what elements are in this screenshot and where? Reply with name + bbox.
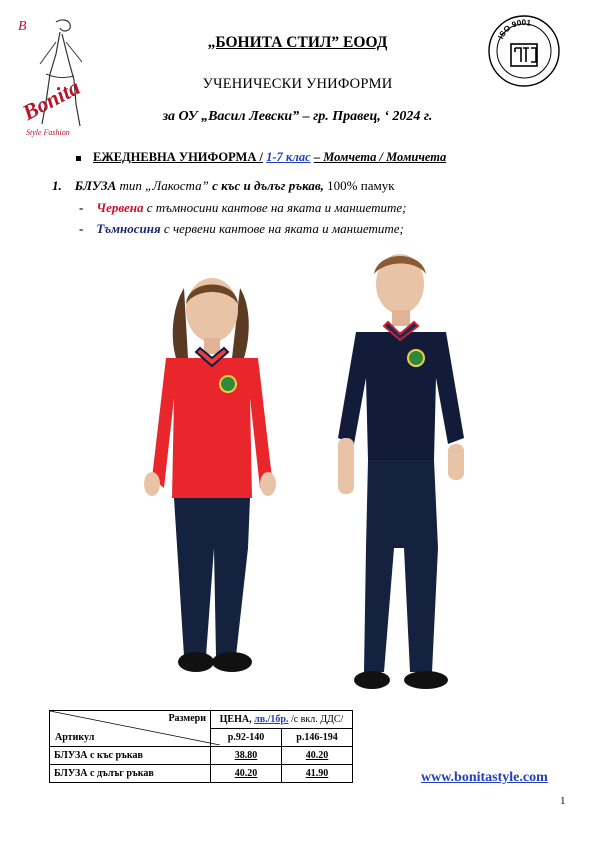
- price-cell: 38.80: [211, 747, 282, 765]
- category-gender: – Момчета / Момичета: [313, 150, 447, 164]
- iso-text: ISO 9001: [496, 17, 532, 41]
- header-sizes: Размери: [168, 713, 206, 724]
- table-corner-header: [50, 711, 211, 747]
- table-row: [50, 765, 353, 783]
- page-number: 1: [560, 795, 566, 807]
- row-name: БЛУЗА с дълъг ръкав: [50, 765, 211, 783]
- item-sleeves: с къс и дълъг ръкав,: [212, 178, 324, 193]
- size-col-header: р.146-194: [282, 729, 353, 747]
- variant-text: с тъмносини кантове на яката и маншетите;: [146, 200, 407, 215]
- item-type: тип „Лакоста”: [119, 178, 209, 193]
- price-header: ЦЕНА, лв./1бр. /с вкл. ДДС/: [211, 711, 353, 729]
- logo-tagline: Style Fashion: [26, 128, 70, 137]
- girl-figure: [144, 278, 276, 672]
- school-line: за ОУ „Васил Левски” – гр. Правец, ‘ 2024 г.: [162, 109, 433, 124]
- variant-navy: - Тъмносиня с червени кантове на яката и маншетите;: [79, 221, 404, 236]
- category-grades: 1-7 клас: [266, 150, 311, 164]
- variant-color: Тъмносиня: [96, 221, 161, 236]
- variant-color: Червена: [96, 200, 144, 215]
- price-cell: 40.20: [282, 747, 353, 765]
- item-name: БЛУЗА: [74, 178, 117, 193]
- variant-red: - Червена с тъмносини кантове на яката и маншетите;: [79, 200, 407, 215]
- row-name: БЛУЗА с къс ръкав: [50, 747, 211, 765]
- item-number: 1.: [52, 178, 62, 193]
- header-article: Артикул: [55, 732, 95, 743]
- category-label: ЕЖЕДНЕВНА УНИФОРМА /: [93, 150, 263, 164]
- item-fabric: 100% памук: [327, 178, 395, 193]
- item-heading: [52, 178, 395, 194]
- bullet-icon: [76, 156, 81, 161]
- price-table: [49, 710, 353, 783]
- size-col-header: р.92-140: [211, 729, 282, 747]
- document-title: УЧЕНИЧЕСКИ УНИФОРМИ: [202, 76, 393, 92]
- uniform-category: [76, 150, 446, 165]
- svg-text:B: B: [18, 19, 27, 34]
- table-row: [50, 747, 353, 765]
- product-photo: [132, 248, 502, 703]
- logo-brand: Bonita: [18, 74, 84, 125]
- company-name: „БОНИТА СТИЛ” ЕООД: [207, 34, 388, 51]
- price-cell: 40.20: [211, 765, 282, 783]
- variant-text: с червени кантове на яката и маншетите;: [163, 221, 404, 236]
- boy-figure: [338, 254, 464, 689]
- price-cell: 41.90: [282, 765, 353, 783]
- website-link[interactable]: www.bonitastyle.com: [421, 770, 548, 785]
